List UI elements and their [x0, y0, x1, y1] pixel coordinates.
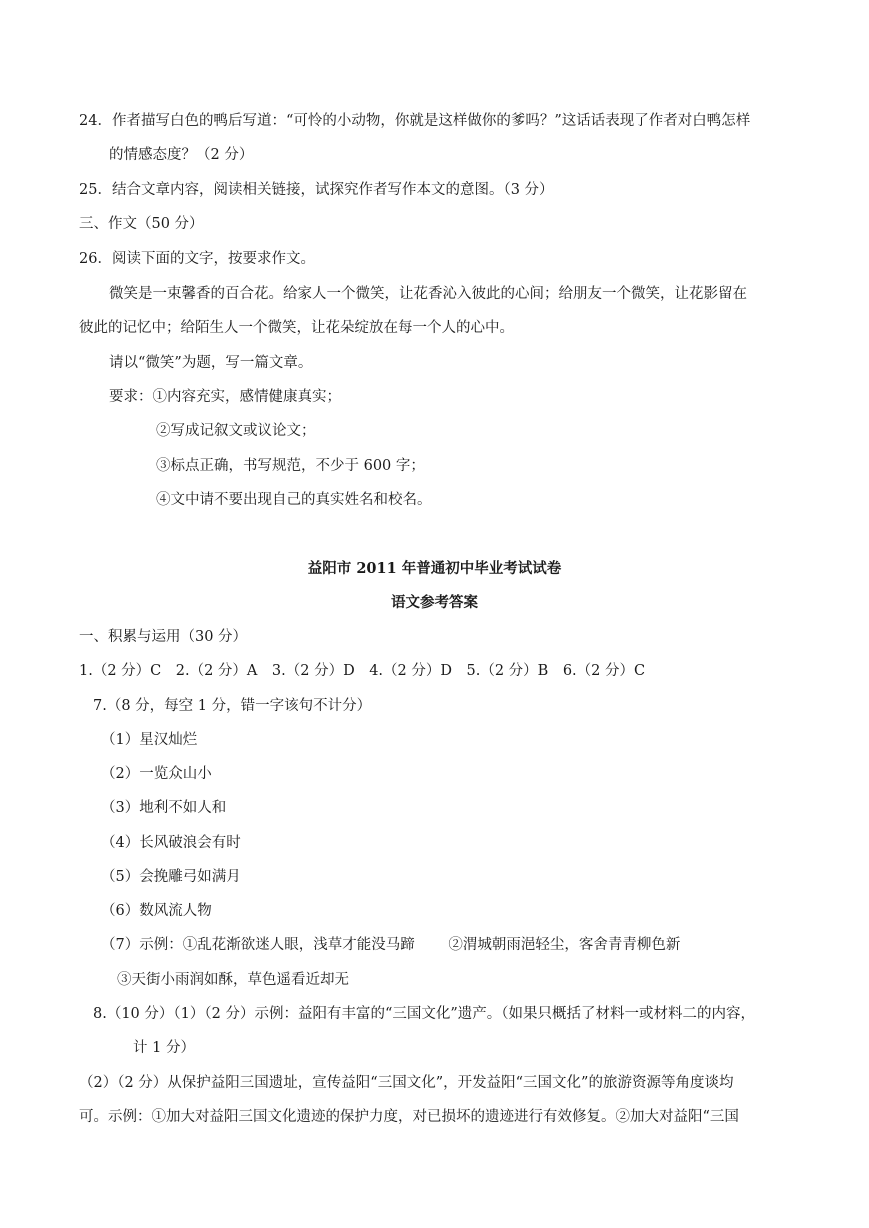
q7-answer-7-line-1: （7）示例：①乱花渐欲迷人眼，浅草才能没马蹄 ②渭城朝雨浥轻尘，客舍青青柳色新 — [101, 937, 681, 953]
q26-passage-line-2: 彼此的记忆中；给陌生人一个微笑，让花朵绽放在每一个人的心中。 — [79, 320, 514, 336]
answer-title: 益阳市 2011 年普通初中毕业考试试卷 — [307, 560, 562, 577]
multiple-choice-answers: 1.（2 分）C 2.（2 分）A 3.（2 分）D 4.（2 分）D 5.（2 分）B 6.（2 分）C — [79, 663, 646, 679]
q26-requirement-4: ④文中请不要出现自己的真实姓名和校名。 — [156, 492, 432, 508]
q24-line-1: 24．作者描写白色的鸭后写道：“可怜的小动物，你就是这样做你的爹吗？”这话话表现了作者对白鸭怎样 — [79, 113, 751, 129]
q7-answer-1: （1）星汉灿烂 — [101, 732, 198, 748]
answer-subtitle: 语文参考答案 — [391, 594, 478, 611]
q26-requirement-1: 要求：①内容充实，感情健康真实； — [109, 389, 341, 405]
q26-intro: 26．阅读下面的文字，按要求作文。 — [79, 251, 315, 267]
q7-answer-4: （4）长风破浪会有时 — [101, 835, 241, 851]
q8-line-3: （2）（2 分）从保护益阳三国遗址，宣传益阳“三国文化”，开发益阳“三国文化”的旅游资源等角度谈均 — [79, 1075, 734, 1091]
q25-text: 25．结合文章内容，阅读相关链接，试探究作者写作本文的意图。（3 分） — [79, 182, 554, 198]
q8-line-2: 计 1 分） — [133, 1040, 195, 1056]
q26-requirement-2: ②写成记叙文或议论文； — [156, 423, 316, 439]
q7-answer-2: （2）一览众山小 — [101, 766, 212, 782]
q8-line-1: 8.（10 分）（1）（2 分）示例：益阳有丰富的“三国文化”遗产。（如果只概括了材料一或材料二的内容， — [93, 1006, 756, 1022]
q7-answer-6: （6）数风流人物 — [101, 903, 212, 919]
q26-passage-line-1: 微笑是一束馨香的百合花。给家人一个微笑，让花香沁入彼此的心间；给朋友一个微笑，让花影留在 — [109, 286, 747, 302]
q26-requirement-3: ③标点正确，书写规范，不少于 600 字； — [156, 458, 425, 474]
q7-answer-3: （3）地利不如人和 — [101, 800, 227, 816]
section-3-heading: 三、作文（50 分） — [79, 216, 204, 232]
q26-prompt: 请以“微笑”为题，写一篇文章。 — [109, 355, 313, 371]
q8-line-4: 可。示例：①加大对益阳三国文化遗迹的保护力度，对已损坏的遗迹进行有效修复。②加大对益阳“三国 — [79, 1109, 739, 1125]
section-1-heading: 一、积累与运用（30 分） — [79, 629, 248, 645]
q7-answer-7-line-2: ③天街小雨润如酥，草色遥看近却无 — [117, 972, 349, 988]
q7-header: 7.（8 分，每空 1 分，错一字该句不计分） — [93, 698, 372, 714]
q7-answer-5: （5）会挽雕弓如满月 — [101, 869, 241, 885]
q24-line-2: 的情感态度？（2 分） — [109, 147, 254, 163]
